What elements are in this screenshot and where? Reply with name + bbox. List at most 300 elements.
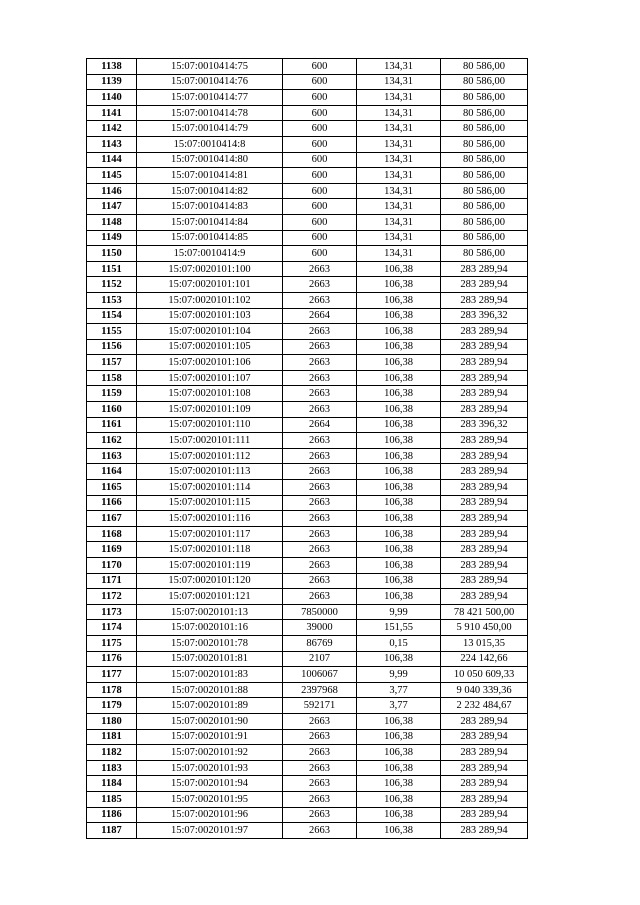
cell-area: 600: [283, 214, 357, 230]
cell-area: 1006067: [283, 667, 357, 683]
cell-unit-value: 106,38: [357, 776, 441, 792]
cell-row-number: 1160: [87, 402, 137, 418]
cell-unit-value: 106,38: [357, 495, 441, 511]
cell-area: 600: [283, 183, 357, 199]
cell-area: 2663: [283, 339, 357, 355]
cell-row-number: 1172: [87, 589, 137, 605]
cell-cadastral-number: 15:07:0020101:93: [137, 760, 283, 776]
cell-area: 2107: [283, 651, 357, 667]
cell-cadastral-value: 283 289,94: [441, 558, 528, 574]
cell-unit-value: 106,38: [357, 526, 441, 542]
cell-cadastral-number: 15:07:0010414:80: [137, 152, 283, 168]
cell-cadastral-value: 283 289,94: [441, 589, 528, 605]
cell-area: 7850000: [283, 604, 357, 620]
table-row: [87, 713, 528, 729]
cell-cadastral-value: 283 289,94: [441, 511, 528, 527]
cell-cadastral-value: 80 586,00: [441, 183, 528, 199]
table-row: [87, 230, 528, 246]
table-row: [87, 573, 528, 589]
cell-row-number: 1154: [87, 308, 137, 324]
cell-cadastral-number: 15:07:0020101:110: [137, 417, 283, 433]
cell-cadastral-number: 15:07:0020101:106: [137, 355, 283, 371]
cell-cadastral-value: 283 289,94: [441, 745, 528, 761]
table-row: [87, 74, 528, 90]
cell-cadastral-value: 283 289,94: [441, 277, 528, 293]
cell-unit-value: 134,31: [357, 214, 441, 230]
table-row: [87, 698, 528, 714]
cell-area: 2663: [283, 495, 357, 511]
cell-cadastral-number: 15:07:0020101:92: [137, 745, 283, 761]
cell-cadastral-number: 15:07:0020101:116: [137, 511, 283, 527]
cell-unit-value: 134,31: [357, 183, 441, 199]
cell-unit-value: 106,38: [357, 370, 441, 386]
cell-unit-value: 106,38: [357, 791, 441, 807]
table-row: [87, 558, 528, 574]
cell-cadastral-value: 283 289,94: [441, 776, 528, 792]
cell-cadastral-number: 15:07:0020101:13: [137, 604, 283, 620]
cell-row-number: 1174: [87, 620, 137, 636]
cell-row-number: 1140: [87, 90, 137, 106]
cell-cadastral-value: 80 586,00: [441, 152, 528, 168]
cell-cadastral-number: 15:07:0020101:94: [137, 776, 283, 792]
cell-row-number: 1166: [87, 495, 137, 511]
cell-cadastral-value: 9 040 339,36: [441, 682, 528, 698]
cell-cadastral-value: 80 586,00: [441, 90, 528, 106]
cell-cadastral-value: 78 421 500,00: [441, 604, 528, 620]
table-row: [87, 729, 528, 745]
cell-area: 2663: [283, 292, 357, 308]
cell-unit-value: 106,38: [357, 324, 441, 340]
cell-area: 600: [283, 59, 357, 75]
cell-cadastral-value: 283 289,94: [441, 760, 528, 776]
cell-row-number: 1159: [87, 386, 137, 402]
cell-cadastral-number: 15:07:0010414:76: [137, 74, 283, 90]
table-row: [87, 776, 528, 792]
cell-row-number: 1158: [87, 370, 137, 386]
cell-unit-value: 134,31: [357, 74, 441, 90]
cell-unit-value: 134,31: [357, 105, 441, 121]
cell-cadastral-number: 15:07:0010414:9: [137, 246, 283, 262]
cell-area: 2663: [283, 277, 357, 293]
table-row: [87, 682, 528, 698]
table-row: [87, 168, 528, 184]
cell-unit-value: 9,99: [357, 604, 441, 620]
cell-unit-value: 106,38: [357, 339, 441, 355]
cell-row-number: 1156: [87, 339, 137, 355]
cell-area: 2663: [283, 776, 357, 792]
cell-cadastral-value: 80 586,00: [441, 199, 528, 215]
cell-unit-value: 106,38: [357, 729, 441, 745]
table-body: [87, 59, 528, 839]
cell-row-number: 1148: [87, 214, 137, 230]
cell-unit-value: 106,38: [357, 713, 441, 729]
table-row: [87, 495, 528, 511]
cell-row-number: 1161: [87, 417, 137, 433]
cell-cadastral-number: 15:07:0020101:78: [137, 635, 283, 651]
cell-area: 2663: [283, 526, 357, 542]
table-row: [87, 448, 528, 464]
cell-cadastral-value: 283 289,94: [441, 495, 528, 511]
cell-cadastral-value: 283 289,94: [441, 729, 528, 745]
cell-cadastral-number: 15:07:0010414:79: [137, 121, 283, 137]
cell-cadastral-number: 15:07:0020101:95: [137, 791, 283, 807]
data-table: [86, 58, 528, 839]
cell-area: 2663: [283, 324, 357, 340]
cell-unit-value: 106,38: [357, 292, 441, 308]
cell-cadastral-number: 15:07:0010414:81: [137, 168, 283, 184]
cell-row-number: 1169: [87, 542, 137, 558]
cell-cadastral-value: 283 289,94: [441, 480, 528, 496]
cell-cadastral-number: 15:07:0010414:82: [137, 183, 283, 199]
cell-cadastral-value: 283 289,94: [441, 339, 528, 355]
cell-row-number: 1175: [87, 635, 137, 651]
cell-cadastral-number: 15:07:0020101:96: [137, 807, 283, 823]
cell-cadastral-value: 283 289,94: [441, 448, 528, 464]
cell-cadastral-value: 283 289,94: [441, 433, 528, 449]
cell-area: 2663: [283, 370, 357, 386]
cell-cadastral-value: 224 142,66: [441, 651, 528, 667]
cell-unit-value: 106,38: [357, 823, 441, 839]
cell-cadastral-number: 15:07:0020101:16: [137, 620, 283, 636]
cell-row-number: 1145: [87, 168, 137, 184]
table-row: [87, 308, 528, 324]
cell-row-number: 1167: [87, 511, 137, 527]
table-row: [87, 370, 528, 386]
cell-unit-value: 134,31: [357, 90, 441, 106]
table-row: [87, 791, 528, 807]
cell-unit-value: 106,38: [357, 417, 441, 433]
cell-cadastral-number: 15:07:0020101:97: [137, 823, 283, 839]
cell-area: 600: [283, 136, 357, 152]
cell-cadastral-number: 15:07:0020101:109: [137, 402, 283, 418]
cell-row-number: 1171: [87, 573, 137, 589]
cell-row-number: 1187: [87, 823, 137, 839]
cell-area: 2663: [283, 261, 357, 277]
cell-cadastral-value: 80 586,00: [441, 121, 528, 137]
cell-cadastral-number: 15:07:0020101:105: [137, 339, 283, 355]
cell-cadastral-value: 283 289,94: [441, 713, 528, 729]
table-row: [87, 433, 528, 449]
table-row: [87, 152, 528, 168]
cell-row-number: 1146: [87, 183, 137, 199]
cell-unit-value: 106,38: [357, 760, 441, 776]
table-row: [87, 667, 528, 683]
table-row: [87, 261, 528, 277]
cell-row-number: 1143: [87, 136, 137, 152]
cell-cadastral-value: 283 289,94: [441, 791, 528, 807]
cell-unit-value: 134,31: [357, 59, 441, 75]
cell-cadastral-value: 283 289,94: [441, 823, 528, 839]
cell-unit-value: 106,38: [357, 511, 441, 527]
cell-cadastral-number: 15:07:0020101:112: [137, 448, 283, 464]
cell-area: 2663: [283, 402, 357, 418]
cell-row-number: 1164: [87, 464, 137, 480]
table-row: [87, 402, 528, 418]
cell-cadastral-value: 283 289,94: [441, 386, 528, 402]
table-row: [87, 246, 528, 262]
cell-cadastral-number: 15:07:0010414:84: [137, 214, 283, 230]
cell-unit-value: 106,38: [357, 807, 441, 823]
cell-cadastral-number: 15:07:0020101:90: [137, 713, 283, 729]
table-row: [87, 90, 528, 106]
cell-area: 600: [283, 105, 357, 121]
cell-cadastral-number: 15:07:0010414:78: [137, 105, 283, 121]
cell-row-number: 1179: [87, 698, 137, 714]
cell-unit-value: 134,31: [357, 199, 441, 215]
cell-row-number: 1177: [87, 667, 137, 683]
cell-row-number: 1144: [87, 152, 137, 168]
cell-row-number: 1138: [87, 59, 137, 75]
cell-cadastral-value: 5 910 450,00: [441, 620, 528, 636]
cell-area: 2663: [283, 791, 357, 807]
table-row: [87, 386, 528, 402]
cell-area: 2663: [283, 760, 357, 776]
cell-row-number: 1181: [87, 729, 137, 745]
table-row: [87, 136, 528, 152]
cell-cadastral-number: 15:07:0020101:89: [137, 698, 283, 714]
cell-row-number: 1184: [87, 776, 137, 792]
cell-area: 600: [283, 168, 357, 184]
cell-area: 2664: [283, 417, 357, 433]
cell-cadastral-number: 15:07:0020101:113: [137, 464, 283, 480]
cell-unit-value: 0,15: [357, 635, 441, 651]
cell-area: 2663: [283, 464, 357, 480]
cell-cadastral-value: 13 015,35: [441, 635, 528, 651]
cell-cadastral-value: 283 289,94: [441, 807, 528, 823]
cell-unit-value: 106,38: [357, 589, 441, 605]
cell-area: 86769: [283, 635, 357, 651]
cell-area: 2663: [283, 558, 357, 574]
table-row: [87, 417, 528, 433]
cell-cadastral-value: 80 586,00: [441, 74, 528, 90]
cell-unit-value: 3,77: [357, 682, 441, 698]
cell-row-number: 1168: [87, 526, 137, 542]
cell-cadastral-value: 80 586,00: [441, 230, 528, 246]
cell-row-number: 1151: [87, 261, 137, 277]
cell-area: 2663: [283, 745, 357, 761]
cell-unit-value: 106,38: [357, 277, 441, 293]
cell-cadastral-value: 283 289,94: [441, 355, 528, 371]
cell-row-number: 1185: [87, 791, 137, 807]
table-row: [87, 324, 528, 340]
cell-unit-value: 106,38: [357, 355, 441, 371]
cell-cadastral-value: 283 396,32: [441, 308, 528, 324]
cell-row-number: 1147: [87, 199, 137, 215]
cell-row-number: 1180: [87, 713, 137, 729]
table-row: [87, 199, 528, 215]
cell-unit-value: 106,38: [357, 651, 441, 667]
cell-unit-value: 134,31: [357, 230, 441, 246]
cell-area: 2663: [283, 573, 357, 589]
cell-cadastral-value: 80 586,00: [441, 246, 528, 262]
table-row: [87, 604, 528, 620]
cell-unit-value: 106,38: [357, 448, 441, 464]
cell-cadastral-number: 15:07:0020101:107: [137, 370, 283, 386]
cell-cadastral-number: 15:07:0020101:103: [137, 308, 283, 324]
cell-cadastral-value: 283 289,94: [441, 573, 528, 589]
cell-cadastral-value: 2 232 484,67: [441, 698, 528, 714]
table-row: [87, 511, 528, 527]
table-row: [87, 807, 528, 823]
table-row: [87, 620, 528, 636]
table-row: [87, 823, 528, 839]
cell-cadastral-number: 15:07:0020101:81: [137, 651, 283, 667]
table-row: [87, 635, 528, 651]
cell-area: 2664: [283, 308, 357, 324]
cell-row-number: 1141: [87, 105, 137, 121]
cell-row-number: 1165: [87, 480, 137, 496]
cell-area: 2663: [283, 589, 357, 605]
cell-cadastral-number: 15:07:0020101:101: [137, 277, 283, 293]
cell-row-number: 1182: [87, 745, 137, 761]
cell-area: 39000: [283, 620, 357, 636]
cell-unit-value: 106,38: [357, 402, 441, 418]
cell-cadastral-number: 15:07:0020101:120: [137, 573, 283, 589]
cell-row-number: 1186: [87, 807, 137, 823]
cell-unit-value: 106,38: [357, 573, 441, 589]
cell-cadastral-number: 15:07:0010414:75: [137, 59, 283, 75]
cell-row-number: 1162: [87, 433, 137, 449]
cell-cadastral-number: 15:07:0010414:83: [137, 199, 283, 215]
cell-unit-value: 106,38: [357, 480, 441, 496]
cell-unit-value: 134,31: [357, 246, 441, 262]
cell-row-number: 1155: [87, 324, 137, 340]
cell-cadastral-value: 80 586,00: [441, 136, 528, 152]
cell-area: 600: [283, 121, 357, 137]
cell-unit-value: 3,77: [357, 698, 441, 714]
cell-row-number: 1173: [87, 604, 137, 620]
table-row: [87, 59, 528, 75]
cell-cadastral-number: 15:07:0020101:102: [137, 292, 283, 308]
cell-area: 2663: [283, 448, 357, 464]
cell-cadastral-number: 15:07:0020101:111: [137, 433, 283, 449]
cell-cadastral-value: 283 289,94: [441, 526, 528, 542]
cell-area: 600: [283, 246, 357, 262]
table-row: [87, 760, 528, 776]
cell-unit-value: 106,38: [357, 261, 441, 277]
cell-area: 2663: [283, 542, 357, 558]
cell-cadastral-number: 15:07:0020101:119: [137, 558, 283, 574]
cell-cadastral-number: 15:07:0020101:91: [137, 729, 283, 745]
cell-area: 2663: [283, 480, 357, 496]
cell-row-number: 1157: [87, 355, 137, 371]
cell-unit-value: 134,31: [357, 152, 441, 168]
table-row: [87, 589, 528, 605]
cell-cadastral-value: 283 289,94: [441, 261, 528, 277]
cell-area: 2663: [283, 713, 357, 729]
cell-area: 2663: [283, 386, 357, 402]
table-row: [87, 542, 528, 558]
table-row: [87, 526, 528, 542]
cell-cadastral-number: 15:07:0010414:8: [137, 136, 283, 152]
table-row: [87, 480, 528, 496]
table-row: [87, 464, 528, 480]
cell-unit-value: 106,38: [357, 308, 441, 324]
cell-cadastral-number: 15:07:0020101:83: [137, 667, 283, 683]
cell-row-number: 1150: [87, 246, 137, 262]
cell-cadastral-value: 80 586,00: [441, 168, 528, 184]
cell-cadastral-number: 15:07:0020101:115: [137, 495, 283, 511]
cell-unit-value: 9,99: [357, 667, 441, 683]
cell-cadastral-value: 283 289,94: [441, 324, 528, 340]
cell-unit-value: 106,38: [357, 745, 441, 761]
cell-cadastral-number: 15:07:0020101:100: [137, 261, 283, 277]
cell-unit-value: 106,38: [357, 464, 441, 480]
cell-cadastral-number: 15:07:0010414:77: [137, 90, 283, 106]
cell-area: 600: [283, 199, 357, 215]
cell-unit-value: 134,31: [357, 168, 441, 184]
cell-cadastral-number: 15:07:0010414:85: [137, 230, 283, 246]
cell-cadastral-value: 283 289,94: [441, 464, 528, 480]
cell-area: 600: [283, 90, 357, 106]
cell-cadastral-value: 283 289,94: [441, 370, 528, 386]
cell-area: 592171: [283, 698, 357, 714]
cell-cadastral-number: 15:07:0020101:121: [137, 589, 283, 605]
cell-area: 2663: [283, 823, 357, 839]
cell-row-number: 1183: [87, 760, 137, 776]
cell-cadastral-value: 283 396,32: [441, 417, 528, 433]
cell-cadastral-number: 15:07:0020101:117: [137, 526, 283, 542]
table-row: [87, 214, 528, 230]
cell-cadastral-number: 15:07:0020101:114: [137, 480, 283, 496]
table-row: [87, 121, 528, 137]
cell-row-number: 1176: [87, 651, 137, 667]
cell-area: 2663: [283, 355, 357, 371]
table-row: [87, 292, 528, 308]
table-row: [87, 745, 528, 761]
cell-row-number: 1139: [87, 74, 137, 90]
cell-area: 2663: [283, 807, 357, 823]
table-row: [87, 355, 528, 371]
table-row: [87, 339, 528, 355]
cell-area: 600: [283, 152, 357, 168]
cell-area: 2663: [283, 729, 357, 745]
cell-row-number: 1170: [87, 558, 137, 574]
cell-cadastral-number: 15:07:0020101:108: [137, 386, 283, 402]
cell-cadastral-value: 10 050 609,33: [441, 667, 528, 683]
cell-cadastral-value: 283 289,94: [441, 292, 528, 308]
cell-area: 600: [283, 74, 357, 90]
cell-cadastral-value: 283 289,94: [441, 542, 528, 558]
cell-area: 600: [283, 230, 357, 246]
cell-unit-value: 134,31: [357, 136, 441, 152]
cell-area: 2397968: [283, 682, 357, 698]
cell-row-number: 1152: [87, 277, 137, 293]
cell-row-number: 1149: [87, 230, 137, 246]
cell-cadastral-value: 283 289,94: [441, 402, 528, 418]
cell-unit-value: 151,55: [357, 620, 441, 636]
table-row: [87, 651, 528, 667]
table-row: [87, 183, 528, 199]
cell-row-number: 1142: [87, 121, 137, 137]
cell-row-number: 1178: [87, 682, 137, 698]
cell-cadastral-value: 80 586,00: [441, 214, 528, 230]
cell-unit-value: 134,31: [357, 121, 441, 137]
cell-cadastral-number: 15:07:0020101:104: [137, 324, 283, 340]
cell-row-number: 1163: [87, 448, 137, 464]
cell-cadastral-value: 80 586,00: [441, 59, 528, 75]
cell-area: 2663: [283, 433, 357, 449]
cell-cadastral-number: 15:07:0020101:118: [137, 542, 283, 558]
cell-unit-value: 106,38: [357, 386, 441, 402]
cell-row-number: 1153: [87, 292, 137, 308]
cell-area: 2663: [283, 511, 357, 527]
cell-unit-value: 106,38: [357, 433, 441, 449]
cell-unit-value: 106,38: [357, 542, 441, 558]
table-row: [87, 105, 528, 121]
cell-cadastral-value: 80 586,00: [441, 105, 528, 121]
table-row: [87, 277, 528, 293]
